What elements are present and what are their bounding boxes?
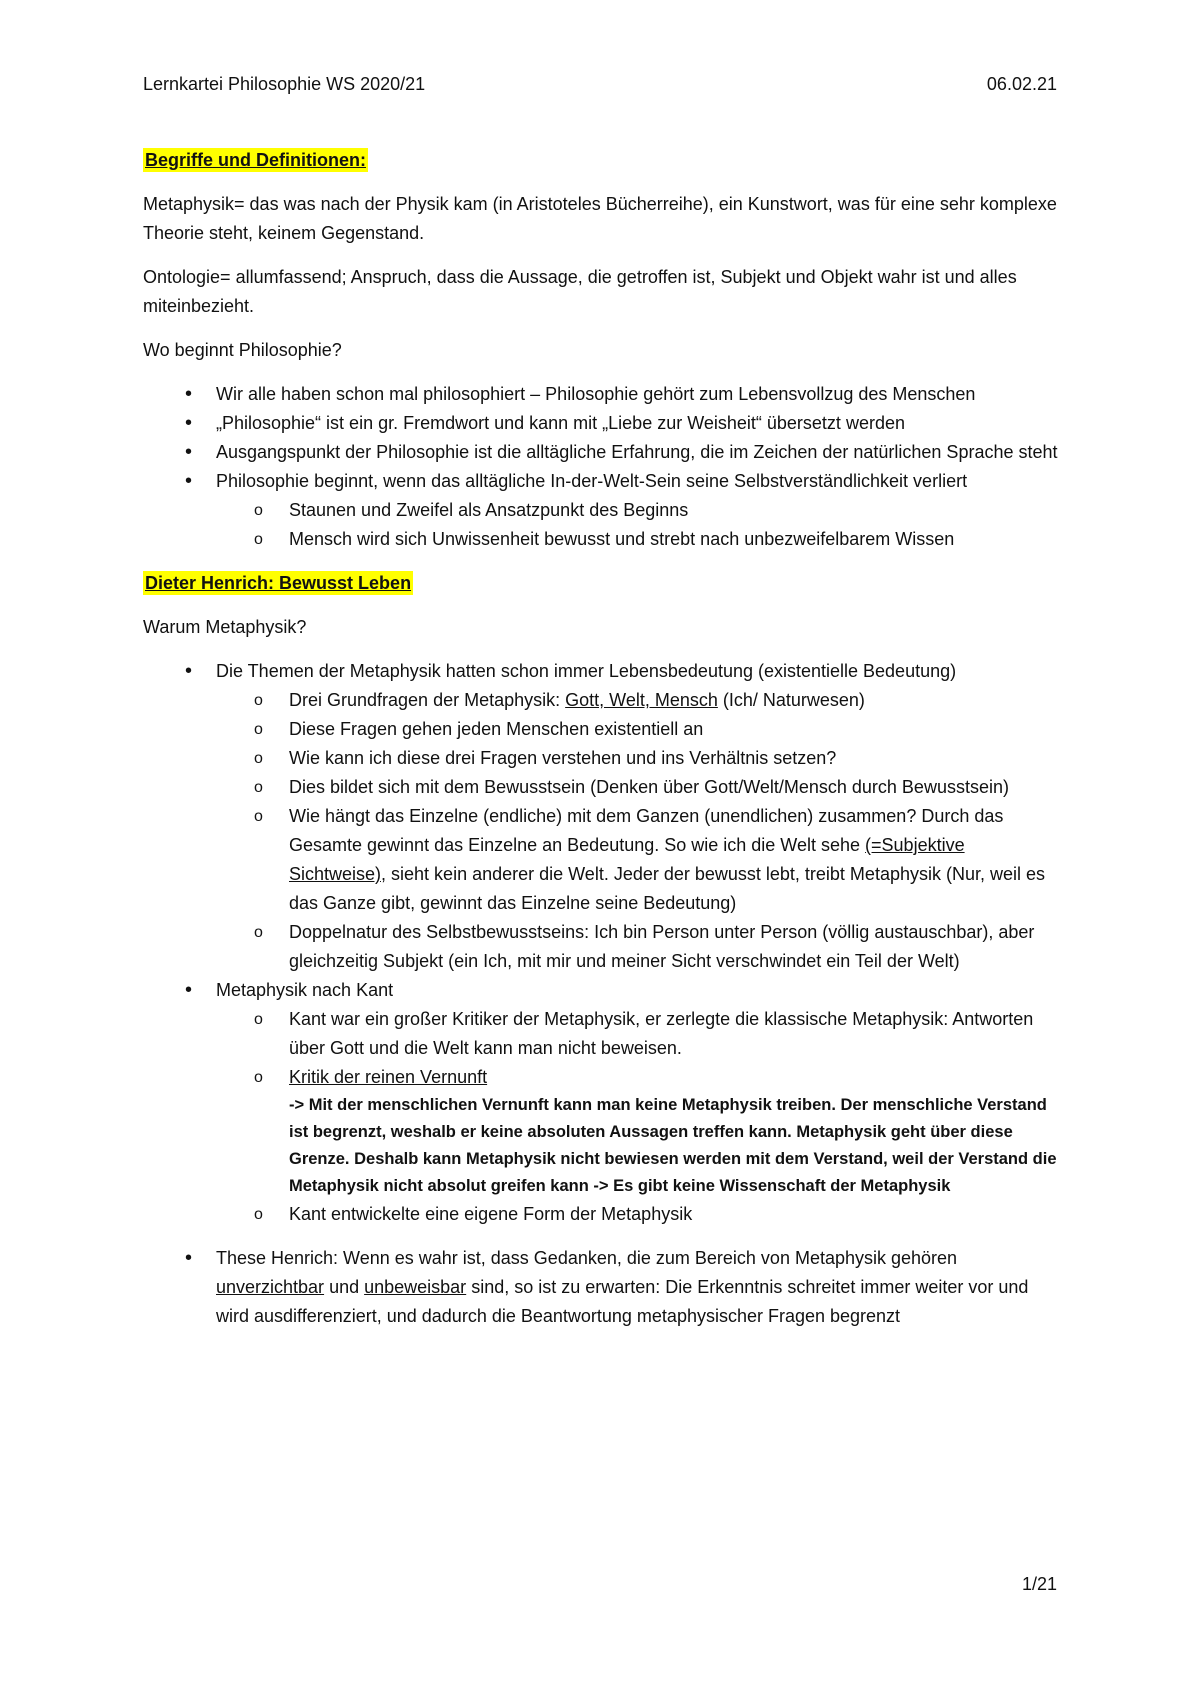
- underlined-text: unverzichtbar: [216, 1277, 325, 1297]
- list-item: [143, 438, 1061, 467]
- sub-list-item-text: Kant entwickelte eine eigene Form der Metaphysik: [289, 1204, 693, 1224]
- sub-list-item: [216, 496, 1061, 525]
- list-item: [143, 976, 1061, 1229]
- bullet-list-metaphysik: [143, 657, 1061, 1331]
- list-item-text: Wir alle haben schon mal philosophiert – Philosophie gehört zum Lebensvollzug des Menschen: [216, 384, 976, 404]
- text-segment: (Ich/ Naturwesen): [717, 690, 865, 710]
- list-item-text: Philosophie beginnt, wenn das alltägliche In-der-Welt-Sein seine Selbstverständlichkeit verliert: [216, 471, 968, 491]
- sub-list-item-text: Staunen und Zweifel als Ansatzpunkt des Beginns: [289, 500, 689, 520]
- sub-list-item: [216, 918, 1061, 976]
- bold-note: -> Mit der menschlichen Vernunft kann man keine Metaphysik treiben. Der menschliche Verstand ist begrenzt, weshalb er keine absoluten Aussagen treffen kann. Metaphysik geht über diese Grenze. Deshalb kann Metaphysik nicht bewiesen werden mit dem Verstand, weil der Verstand die Metaphysik nicht absolut greifen kann -> Es gibt keine Wissenschaft der Metaphysik: [289, 1096, 1057, 1195]
- document-title: Lernkartei Philosophie WS 2020/21: [143, 74, 426, 94]
- section-heading-begriffe: [143, 146, 1061, 175]
- sub-list-item: [216, 1200, 1061, 1229]
- list-item-text: Die Themen der Metaphysik hatten schon immer Lebensbedeutung (existentielle Bedeutung): [216, 661, 957, 681]
- page-header: [143, 74, 1057, 104]
- sub-list-item: [216, 802, 1061, 918]
- page-number: 1/21: [1021, 1574, 1057, 1594]
- underlined-text: Kritik der reinen Vernunft: [289, 1067, 488, 1087]
- list-item-text: Metaphysik nach Kant: [216, 980, 394, 1000]
- underlined-text: Gott, Welt, Mensch: [565, 690, 718, 710]
- question-metaphysik: Warum Metaphysik?: [143, 617, 307, 637]
- document-body: [143, 146, 1061, 1346]
- question-philosophie: Wo beginnt Philosophie?: [143, 340, 342, 360]
- section-heading-henrich: [143, 569, 1061, 598]
- list-item-text: Ausgangspunkt der Philosophie ist die alltägliche Erfahrung, die im Zeichen der natürlichen Sprache steht: [216, 442, 1058, 462]
- list-item: [143, 380, 1061, 409]
- highlighted-heading: Dieter Henrich: Bewusst Leben: [145, 573, 412, 593]
- list-item: [143, 657, 1061, 976]
- list-item: [143, 467, 1061, 554]
- sub-bullet-list: [216, 1005, 1061, 1229]
- sub-list-item-text: Dies bildet sich mit dem Bewusstsein (Denken über Gott/Welt/Mensch durch Bewusstsein): [289, 777, 1009, 797]
- sub-list-item-text: Diese Fragen gehen jeden Menschen existentiell an: [289, 719, 704, 739]
- underlined-text: unbeweisbar: [364, 1277, 467, 1297]
- text-segment: und: [324, 1277, 365, 1297]
- definition-ontologie: Ontologie= allumfassend; Anspruch, dass die Aussage, die getroffen ist, Subjekt und Objekt wahr ist und alles miteinbezieht.: [143, 267, 1017, 316]
- definition-metaphysik: Metaphysik= das was nach der Physik kam (in Aristoteles Bücherreihe), ein Kunstwort, was für eine sehr komplexe Theorie steht, keinem Gegenstand.: [143, 194, 1057, 243]
- sub-bullet-list: [216, 686, 1061, 976]
- sub-list-item: [216, 715, 1061, 744]
- list-item-text: „Philosophie“ ist ein gr. Fremdwort und kann mit „Liebe zur Weisheit“ übersetzt werden: [216, 413, 905, 433]
- text-segment: These Henrich: Wenn es wahr ist, dass Gedanken, die zum Bereich von Metaphysik gehören: [216, 1248, 958, 1268]
- sub-bullet-list: [216, 496, 1061, 554]
- list-item: [143, 1244, 1061, 1331]
- underlined-text: (=Subjektive Sichtweise),: [289, 835, 965, 884]
- sub-list-item: [216, 744, 1061, 773]
- sub-list-item-text: Wie kann ich diese drei Fragen verstehen und ins Verhältnis setzen?: [289, 748, 837, 768]
- text-segment: sieht kein anderer die Welt. Jeder der bewusst lebt, treibt Metaphysik (Nur, weil es das Ganze gibt, gewinnt das Einzelne seine Bedeutung): [289, 864, 1045, 913]
- sub-list-item-text: Kant war ein großer Kritiker der Metaphysik, er zerlegte die klassische Metaphysik: Antworten über Gott und die Welt kann man nicht beweisen.: [289, 1009, 1034, 1058]
- document-date: 06.02.21: [986, 74, 1057, 94]
- highlighted-heading: Begriffe und Definitionen:: [145, 150, 366, 170]
- bullet-list-philosophie: [143, 380, 1061, 554]
- sub-list-item-text: Mensch wird sich Unwissenheit bewusst und strebt nach unbezweifelbarem Wissen: [289, 529, 955, 549]
- sub-list-item: [216, 686, 1061, 715]
- sub-list-item: [216, 525, 1061, 554]
- sub-list-item: [216, 1063, 1061, 1200]
- sub-list-item: [216, 773, 1061, 802]
- list-item: [143, 409, 1061, 438]
- sub-list-item-text: Doppelnatur des Selbstbewusstseins: Ich bin Person unter Person (völlig austauschbar), aber gleichzeitig Subjekt (ein Ich, mit mir und meiner Sicht verschwindet ein Teil der Welt): [289, 922, 1035, 971]
- text-segment: sind, so ist zu erwarten: Die Erkenntnis schreitet immer weiter vor und wird ausdifferenziert, und dadurch die Beantwortung metaphysischer Fragen begrenzt: [216, 1277, 1029, 1326]
- text-segment: Wie hängt das Einzelne (endliche) mit dem Ganzen (unendlichen) zusammen? Durch das Gesamte gewinnt das Einzelne an Bedeutung. So wie ich die Welt sehe: [289, 806, 1004, 855]
- sub-list-item: [216, 1005, 1061, 1063]
- text-segment: Drei Grundfragen der Metaphysik:: [289, 690, 566, 710]
